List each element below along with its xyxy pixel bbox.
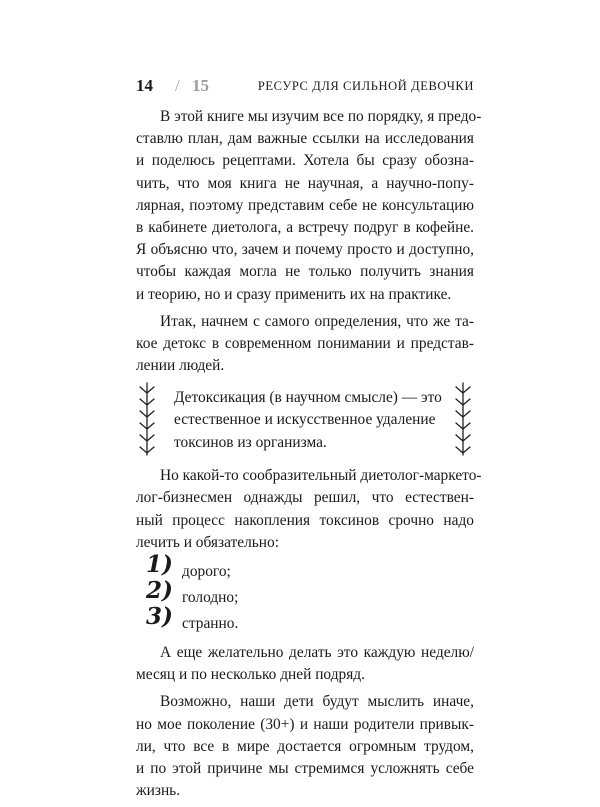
text-line: Итак, начнем с самого определения, что же та- bbox=[160, 312, 474, 330]
text-line: ный процесс накопления токсинов срочно надо bbox=[136, 511, 474, 529]
text-line: токсинов из организма. bbox=[174, 433, 327, 451]
text-line: лении людей. bbox=[136, 357, 225, 375]
list-number: 1) bbox=[146, 551, 173, 578]
list-number: 3) bbox=[146, 603, 173, 630]
paragraph-marketer bbox=[136, 465, 482, 554]
text-line: лог-бизнесмен однажды решил, что естествен- bbox=[136, 489, 474, 507]
text-line: кое детокс в современном понимании и представ- bbox=[136, 334, 474, 352]
text-line: Но какой-то сообразительный диетолог-маркето- bbox=[160, 467, 482, 485]
page-separator: / bbox=[175, 76, 180, 95]
text-line: жизнь. bbox=[136, 782, 181, 800]
text-line: Детоксикация (в научном смысле) — это bbox=[174, 389, 442, 407]
sprig-ornament-icon bbox=[452, 381, 474, 457]
text-line: А еще желательно делать это каждую неделю/ bbox=[160, 644, 474, 661]
paragraph-definition-lead bbox=[136, 311, 474, 378]
list-item bbox=[136, 551, 474, 585]
text-line: в кабинете диетолога, а встречу подруг в кофейне. bbox=[136, 218, 474, 236]
page-header bbox=[136, 76, 474, 98]
text-line: В этой книге мы изучим все по порядку, я предо- bbox=[160, 108, 482, 125]
text-line: лярная, поэтому представим себе не консультацию bbox=[136, 196, 474, 214]
text-line: но мое поколение (30+) и наши родители привык- bbox=[136, 715, 474, 733]
text-line: естественное и искусственное удаление bbox=[174, 411, 436, 429]
list-text: дорого; bbox=[182, 563, 231, 580]
text-line: ли, что все в мире достается огромным трудом, bbox=[136, 737, 474, 755]
text-line: и поделюсь рецептами. Хотела бы сразу обозна- bbox=[136, 152, 474, 170]
text-line: и теорию, но и сразу применить их на практике. bbox=[136, 285, 452, 303]
text-line: месяц и по несколько дней подряд. bbox=[136, 666, 365, 684]
definition-callout bbox=[136, 387, 474, 453]
text-line: ставлю план, дам важные ссылки на исследования bbox=[136, 130, 474, 148]
paragraph-weekly bbox=[136, 642, 474, 686]
page-body bbox=[136, 106, 482, 807]
numbered-list bbox=[136, 551, 474, 637]
current-page-number: 14 bbox=[136, 76, 153, 95]
definition-text bbox=[174, 387, 442, 454]
list-text: странно. bbox=[182, 615, 239, 632]
text-line: и по этой причине мы стремимся усложнять себе bbox=[136, 759, 474, 777]
text-line: чить, что моя книга не научная, а научно-попу- bbox=[136, 174, 474, 192]
list-text: голодно; bbox=[182, 589, 239, 606]
list-item bbox=[136, 577, 474, 611]
paragraph-generation bbox=[136, 691, 474, 802]
list-item bbox=[136, 603, 474, 637]
text-line: чтобы каждая могла не только получить знания bbox=[136, 263, 474, 281]
sprig-ornament-icon bbox=[136, 381, 158, 457]
running-title: РЕСУРС ДЛЯ СИЛЬНОЙ ДЕВОЧКИ bbox=[257, 79, 474, 93]
paragraph-intro bbox=[136, 106, 482, 306]
text-line: Возможно, наши дети будут мыслить иначе, bbox=[160, 693, 474, 711]
text-line: лечить и обязательно: bbox=[136, 533, 279, 551]
list-number: 2) bbox=[146, 577, 173, 604]
total-pages-number: 15 bbox=[192, 76, 209, 95]
text-line: Я объясню что, зачем и почему просто и доступно, bbox=[136, 241, 474, 259]
